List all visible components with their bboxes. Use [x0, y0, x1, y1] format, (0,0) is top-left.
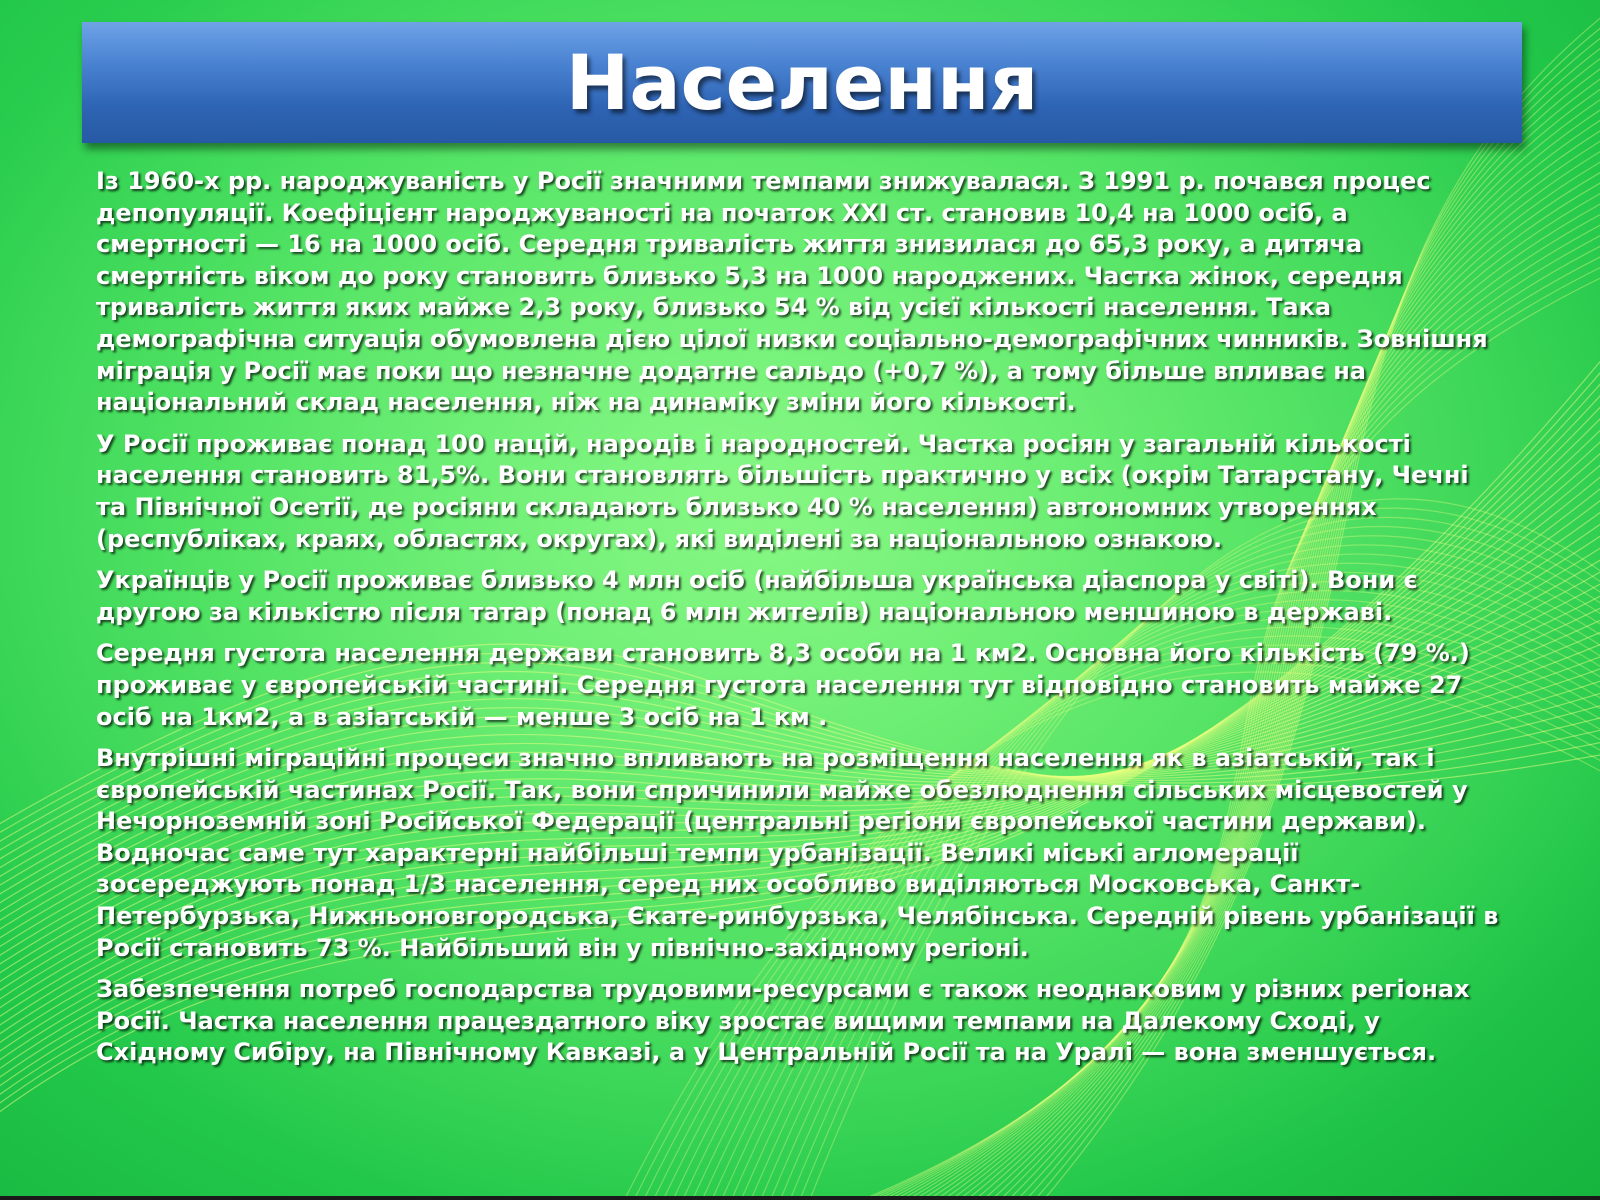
bottom-edge-bar — [0, 1196, 1600, 1200]
paragraph-migration: Внутрішні міграційні процеси значно впливають на розміщення населення як в азіатській, так і європейській частинах Росії. Так, вони спричинили майже обезлюднення сільських місцевостей у Нечорноземній зоні Російської Федерації (центральні регіони європейської частини держави). Водночас саме тут характерні найбільші темпи урбанізації. Великі міські агломерації зосереджують понад 1/3 населення, серед них особливо виділяються Московська, Санкт-Петербурзька, Нижньоновгородська, Єкате-ринбурзька, Челябінська. Середній рівень урбанізації в Росії становить 73 %. Найбільший він у північно-західному регіоні. — [96, 744, 1499, 962]
paragraph-demography: Із 1960-х рр. народжуваність у Росії значними темпами знижувалася. З 1991 р. почався процес депопуляції. Коефіцієнт народжуваності на початок XXI ст. становив 10,4 на 1000 осіб, а смертності — 16 на 1000 осіб. Середня тривалість життя знизилася до 65,3 року, а дитяча смертність віком до року становить близько 5,3 на 1000 народжених. Частка жінок, середня тривалість життя яких майже 2,3 року, близько 54 % від усієї кількості населення. Така демографічна ситуація обумовлена дією цілої низки соціально-демографічних чинників. Зовнішня міграція у Росії має поки що незначне додатне сальдо (+0,7 %), а тому більше впливає на національний склад населення, ніж на динаміку зміни його кількості. — [96, 167, 1488, 417]
slide-title: Населення — [565, 38, 1039, 127]
title-banner — [82, 22, 1522, 143]
slide-body — [96, 166, 1506, 1079]
paragraph-density: Середня густота населення держави становить 8,3 особи на 1 км2. Основна його кількість (79 %.) проживає у європейській частині. Середня густота населення тут відповідно становить майже 27 осіб на 1км2, а в азіатській — менше 3 осіб на 1 км . — [96, 639, 1470, 731]
paragraph-ukrainians: Українців у Росії проживає близько 4 млн осіб (найбільша українська діаспора у світі). Вони є другою за кількістю після татар (понад 6 млн жителів) національною меншиною в державі. — [96, 566, 1418, 626]
paragraph-labor: Забезпечення потреб господарства трудовими-ресурсами є також неоднаковим у різних регіонах Росії. Частка населення працездатного віку зростає вищими темпами на Далекому Сході, у Східному Сибіру, на Північному Кавказі, а у Центральній Росії та на Уралі — вона зменшується. — [96, 975, 1470, 1067]
paragraph-nationalities: У Росії проживає понад 100 націй, народів і народностей. Частка росіян у загальній кількості населення становить 81,5%. Вони становлять більшість практично у всіх (окрім Татарстану, Чечні та Північної Осетії, де росіяни складають близько 40 % населення) автономних утвореннях (республіках, краях, областях, округах), які виділені за національною ознакою. — [96, 429, 1469, 553]
